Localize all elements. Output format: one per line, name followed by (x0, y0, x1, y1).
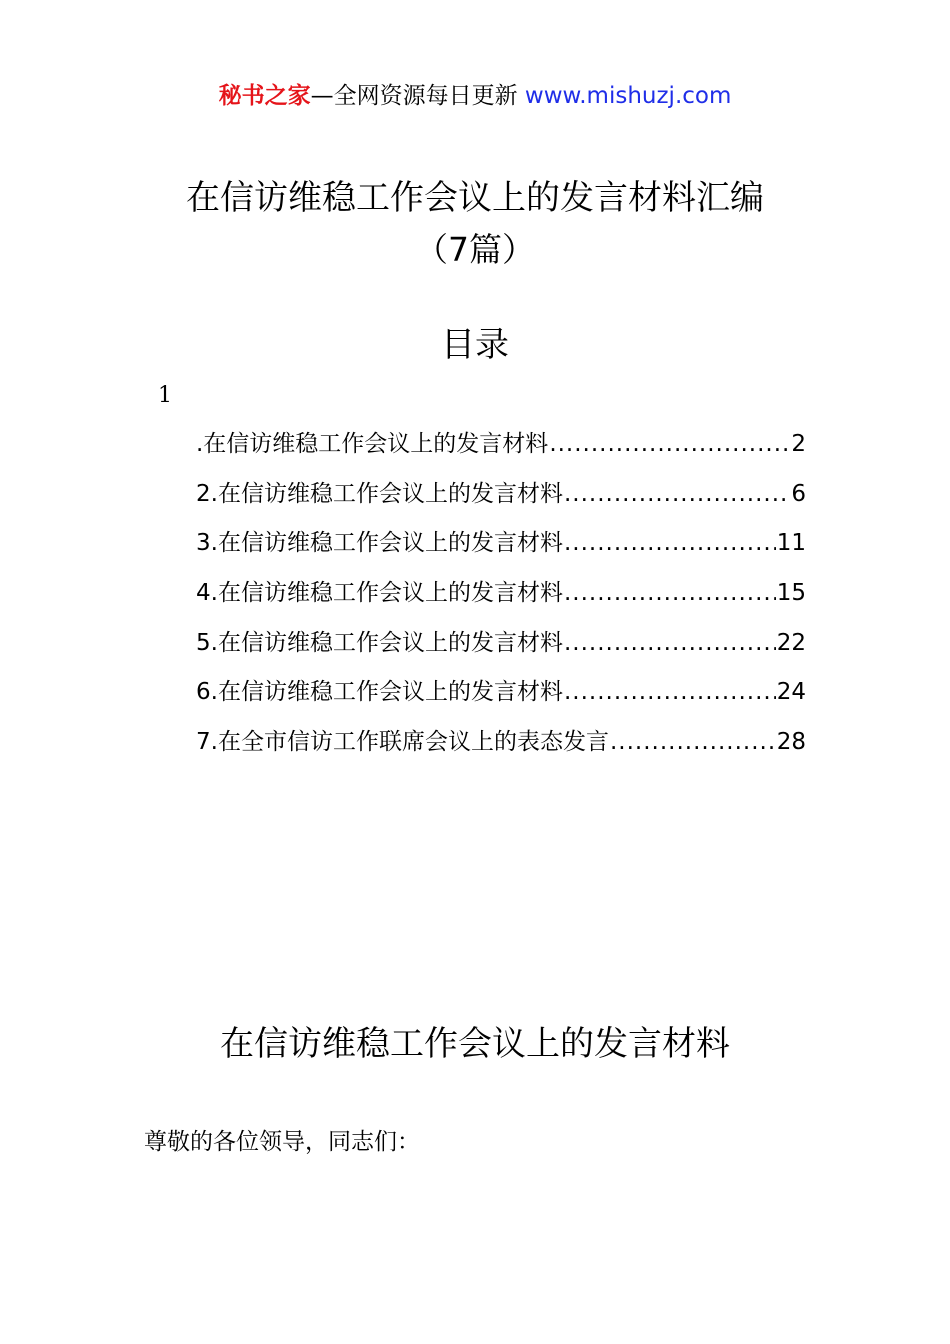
toc-dot-leader (610, 720, 776, 764)
toc-item[interactable] (196, 571, 806, 621)
toc-page-number: 22 (776, 629, 806, 656)
toc-page-number: 11 (776, 530, 806, 557)
toc-dot-leader (564, 571, 776, 615)
toc-item[interactable] (196, 720, 806, 770)
toc-item-text: 4.在信访维稳工作会议上的发言材料 (196, 580, 563, 607)
toc-dot-leader (564, 670, 776, 714)
toc-item[interactable] (196, 422, 806, 472)
toc-heading: 目录 (441, 325, 509, 365)
toc-item[interactable] (196, 670, 806, 720)
toc-item-text: 5.在信访维稳工作会议上的发言材料 (196, 629, 563, 656)
toc-dot-leader (549, 422, 790, 466)
brand-name: 秘书之家 (218, 83, 311, 109)
toc-page-number: 2 (791, 431, 806, 457)
toc-item-text: 2.在信访维稳工作会议上的发言材料 (196, 480, 563, 507)
toc-item[interactable] (196, 621, 806, 671)
toc-item[interactable] (196, 472, 806, 522)
site-url-link[interactable]: www.mishuzj.com (524, 83, 732, 109)
table-of-contents (196, 422, 806, 770)
toc-page-number: 15 (776, 580, 806, 607)
toc-item-text: 6.在信访维稳工作会议上的发言材料 (196, 679, 563, 706)
toc-item-text: 7.在全市信访工作联席会议上的表态发言 (196, 729, 609, 756)
salutation: 尊敬的各位领导，同志们： (144, 1129, 420, 1155)
toc-dot-leader (564, 621, 776, 665)
toc-item-text: 3.在信访维稳工作会议上的发言材料 (196, 530, 563, 557)
site-header (0, 80, 950, 112)
document-title-count: （7篇） (415, 230, 535, 269)
toc-page-number: 28 (776, 729, 806, 756)
toc-page-number: 24 (776, 679, 806, 706)
document-title (0, 172, 950, 276)
section-title: 在信访维稳工作会议上的发言材料 (220, 1024, 730, 1064)
toc-dot-leader (564, 472, 790, 516)
header-slogan: —全网资源每日更新 (310, 83, 518, 109)
toc-item-text: .在信访维稳工作会议上的发言材料 (196, 431, 549, 457)
toc-page-number: 6 (791, 480, 806, 507)
page-marker: 1 (158, 383, 172, 408)
document-title-line1: 在信访维稳工作会议上的发言材料汇编 (186, 178, 764, 218)
toc-item[interactable] (196, 521, 806, 571)
toc-dot-leader (564, 521, 776, 565)
